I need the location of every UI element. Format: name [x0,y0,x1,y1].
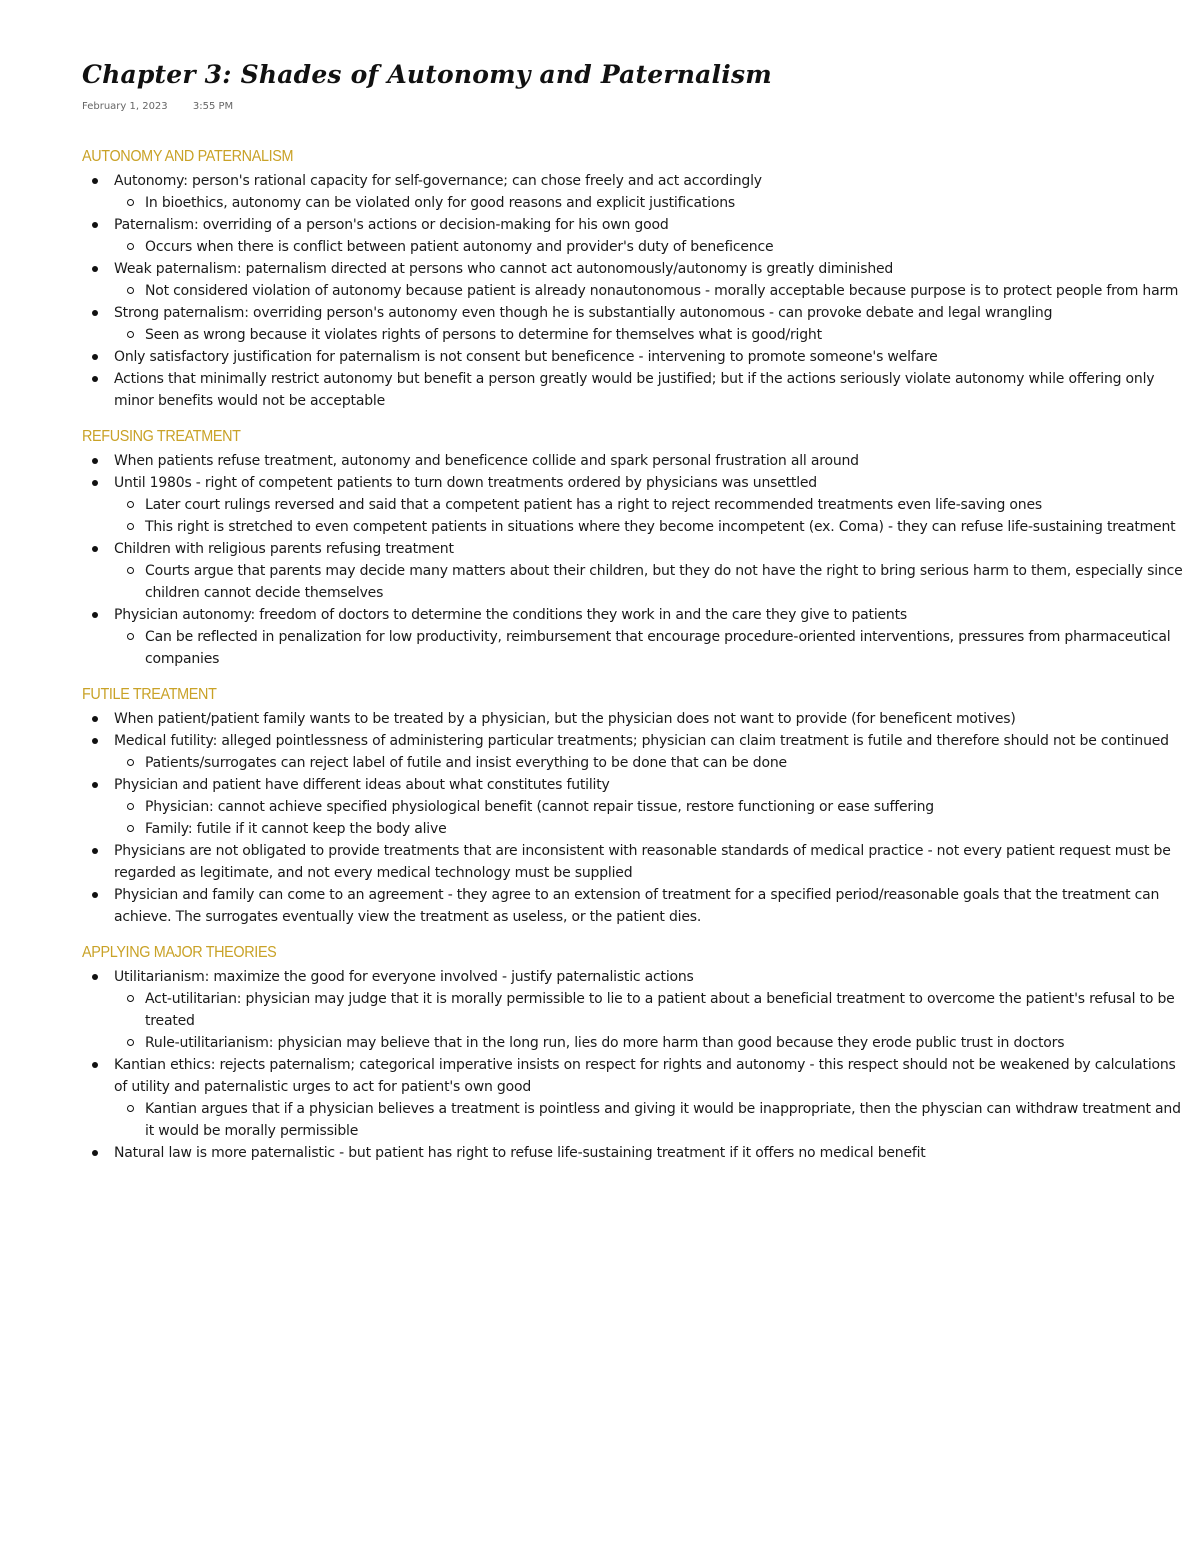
note-section [82,944,1200,1164]
sub-bullet-item: Occurs when there is conflict between patient autonomy and provider's duty of beneficence [82,236,1190,258]
bullet-item: Until 1980s - right of competent patients to turn down treatments ordered by physicians was unsettled [82,472,1184,494]
sub-bullet-item: Seen as wrong because it violates rights of persons to determine for themselves what is good/right [82,324,1190,346]
sub-bullet-item: This right is stretched to even competent patients in situations where they become incompetent (ex. Coma) - they can refuse life-sustaining treatment [82,516,1190,538]
bullet-item: Kantian ethics: rejects paternalism; categorical imperative insists on respect for rights and autonomy - this respect should not be weakened by calculations of utility and paternalistic urges to act for patient's own good [82,1054,1184,1098]
bullet-list [82,450,1200,670]
sub-bullet-item: Not considered violation of autonomy because patient is already nonautonomous - morally acceptable because purpose is to protect people from harm [82,280,1190,302]
bullet-item: Medical futility: alleged pointlessness of administering particular treatments; physician can claim treatment is futile and therefore should not be continued [82,730,1184,752]
sub-bullet-item: Patients/surrogates can reject label of futile and insist everything to be done that can be done [82,752,1190,774]
sub-bullet-item: Rule-utilitarianism: physician may believe that in the long run, lies do more harm than good because they erode public trust in doctors [82,1032,1190,1054]
sub-bullet-item: Later court rulings reversed and said that a competent patient has a right to reject recommended treatments even life-saving ones [82,494,1190,516]
section-heading: FUTILE TREATMENT [82,686,217,703]
section-heading: REFUSING TREATMENT [82,428,241,445]
bullet-item: Actions that minimally restrict autonomy but benefit a person greatly would be justified; but if the actions seriously violate autonomy while offering only minor benefits would not be acceptable [82,368,1184,412]
bullet-item: Physician and family can come to an agreement - they agree to an extension of treatment for a specified period/reasonable goals that the treatment can achieve. The surrogates eventually view the treatment as useless, or the patient dies. [82,884,1184,928]
note-timestamp [82,101,1200,112]
bullet-item: Physician autonomy: freedom of doctors to determine the conditions they work in and the care they give to patients [82,604,1184,626]
bullet-item: Natural law is more paternalistic - but patient has right to refuse life-sustaining treatment if it offers no medical benefit [82,1142,1184,1164]
bullet-item: Physician and patient have different ideas about what constitutes futility [82,774,1184,796]
bullet-list [82,170,1200,412]
bullet-item: Autonomy: person's rational capacity for self-governance; can chose freely and act accordingly [82,170,1184,192]
bullet-item: When patients refuse treatment, autonomy and beneficence collide and spark personal frustration all around [82,450,1184,472]
bullet-item: When patient/patient family wants to be treated by a physician, but the physician does not want to provide (for beneficent motives) [82,708,1184,730]
bullet-item: Physicians are not obligated to provide treatments that are inconsistent with reasonable standards of medical practice - not every patient request must be regarded as legitimate, and not every medical technology must be supplied [82,840,1184,884]
bullet-list [82,966,1200,1164]
bullet-item: Children with religious parents refusing treatment [82,538,1184,560]
sub-bullet-item: Can be reflected in penalization for low productivity, reimbursement that encourage procedure-oriented interventions, pressures from pharmaceutical companies [82,626,1190,670]
bullet-item: Strong paternalism: overriding person's autonomy even though he is substantially autonomous - can provoke debate and legal wrangling [82,302,1184,324]
note-date: February 1, 2023 [82,101,168,112]
sub-bullet-item: In bioethics, autonomy can be violated only for good reasons and explicit justifications [82,192,1190,214]
sub-bullet-item: Kantian argues that if a physician believes a treatment is pointless and giving it would be inappropriate, then the physcian can withdraw treatment and it would be morally permissible [82,1098,1190,1142]
note-time: 3:55 PM [192,101,234,112]
note-section [82,686,1200,928]
sub-bullet-item: Courts argue that parents may decide many matters about their children, but they do not have the right to bring serious harm to them, especially since children cannot decide themselves [82,560,1190,604]
sub-bullet-item: Act-utilitarian: physician may judge that it is morally permissible to lie to a patient about a beneficial treatment to overcome the patient's refusal to be treated [82,988,1190,1032]
bullet-item: Only satisfactory justification for paternalism is not consent but beneficence - intervening to promote someone's welfare [82,346,1184,368]
bullet-item: Utilitarianism: maximize the good for everyone involved - justify paternalistic actions [82,966,1184,988]
section-heading: AUTONOMY AND PATERNALISM [82,148,294,165]
bullet-list [82,708,1200,928]
bullet-item: Weak paternalism: paternalism directed at persons who cannot act autonomously/autonomy is greatly diminished [82,258,1184,280]
note-body [82,148,1200,1164]
section-heading: APPLYING MAJOR THEORIES [82,944,277,961]
note-section [82,428,1200,670]
sub-bullet-item: Family: futile if it cannot keep the body alive [82,818,1190,840]
note-section [82,148,1200,412]
sub-bullet-item: Physician: cannot achieve specified physiological benefit (cannot repair tissue, restore functioning or ease suffering [82,796,1190,818]
bullet-item: Paternalism: overriding of a person's actions or decision-making for his own good [82,214,1184,236]
page-title: Chapter 3: Shades of Autonomy and Paternalism [82,60,772,89]
